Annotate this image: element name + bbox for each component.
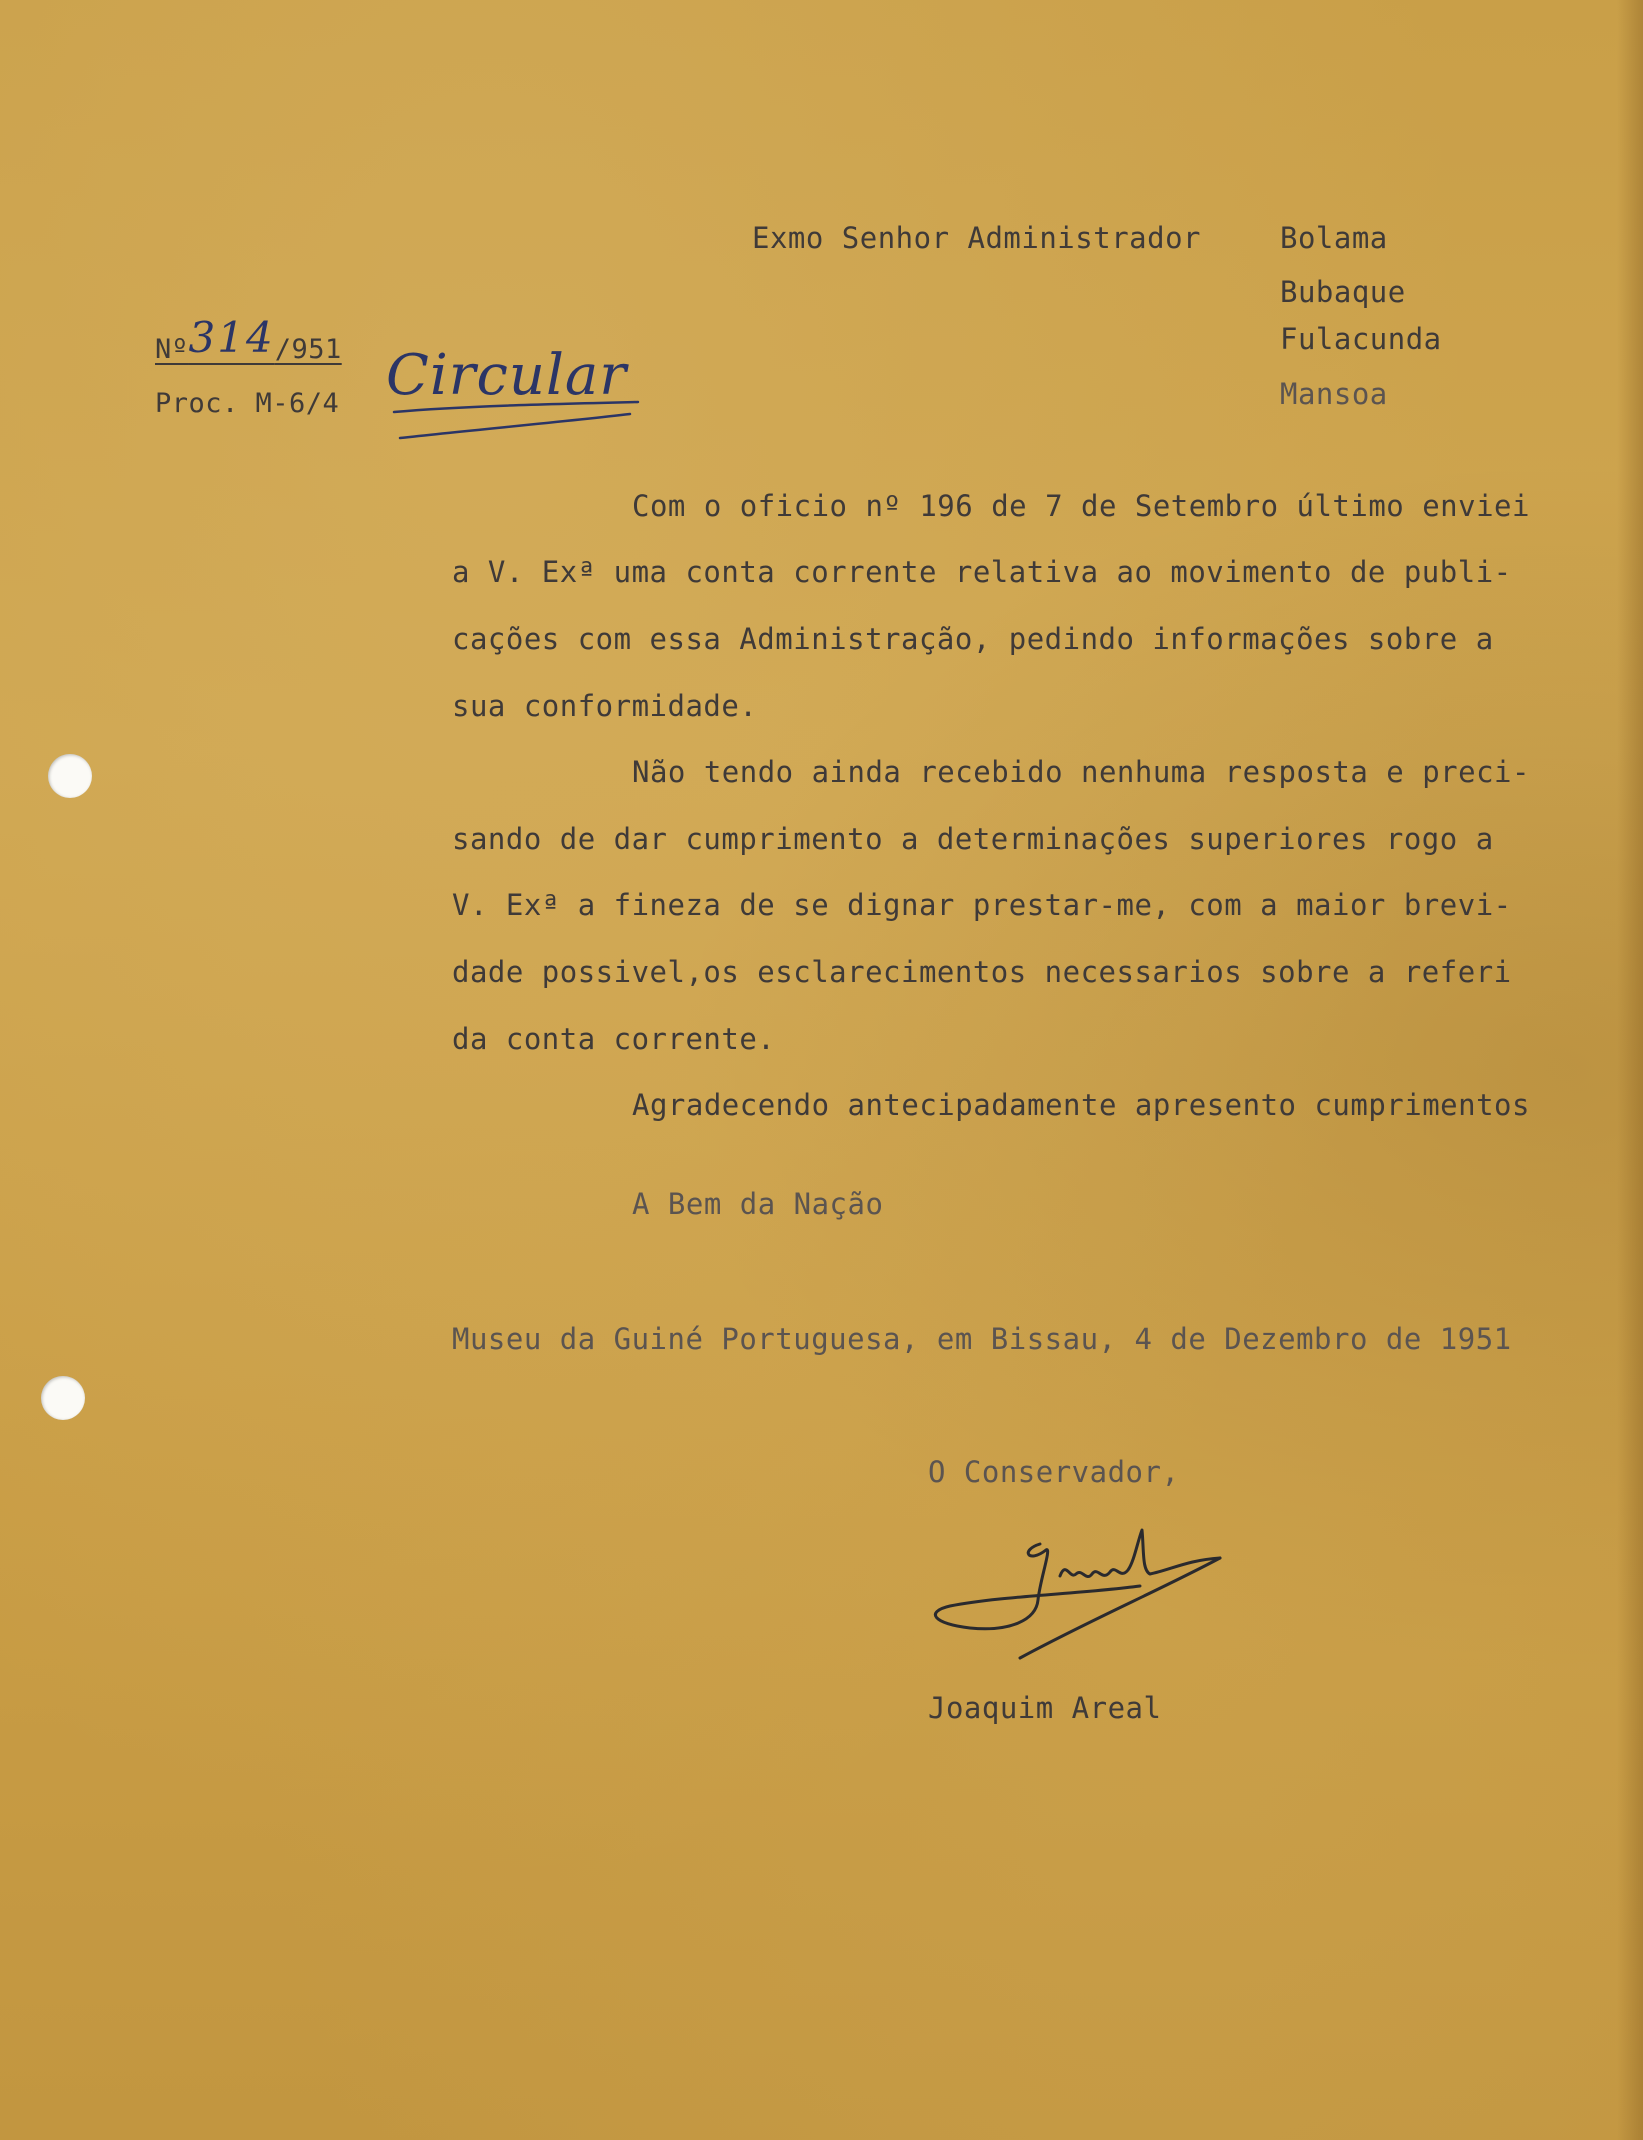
page-edge-shadow — [1617, 0, 1643, 2140]
body-line-10: Agradecendo antecipadamente apresento cumprimentos — [632, 1088, 1530, 1122]
addressee-place-fulacunda: Fulacunda — [1280, 322, 1442, 356]
punch-hole-upper — [48, 754, 92, 798]
addressee-place-bubaque: Bubaque — [1280, 275, 1406, 309]
closing-motto: A Bem da Nação — [632, 1187, 884, 1221]
reference-process: Proc. M-6/4 — [155, 388, 340, 419]
body-line-4: sua conformidade. — [452, 689, 758, 723]
addressee-place-bolama: Bolama — [1280, 221, 1388, 255]
reference-number-handwritten: 314 — [188, 313, 275, 362]
closing-place-date: Museu da Guiné Portuguesa, em Bissau, 4 de Dezembro de 1951 — [452, 1322, 1512, 1356]
closing-title: O Conservador, — [928, 1455, 1180, 1489]
addressee-place-mansoa: Mansoa — [1280, 377, 1388, 411]
body-line-8: dade possivel,os esclarecimentos necessarios sobre a referi — [452, 955, 1512, 989]
addressee-salutation: Exmo Senhor Administrador — [752, 221, 1201, 255]
reference-number-prefix: Nº — [155, 334, 189, 365]
closing-signatory: Joaquim Areal — [928, 1691, 1162, 1725]
body-line-6: sando de dar cumprimento a determinações superiores rogo a — [452, 822, 1494, 856]
body-line-3: cações com essa Administração, pedindo informações sobre a — [452, 622, 1494, 656]
signature — [920, 1520, 1260, 1670]
reference-number — [155, 313, 342, 365]
circular-handwritten: Circular — [386, 343, 628, 408]
body-line-2: a V. Exª uma conta corrente relativa ao movimento de publi- — [452, 555, 1512, 589]
body-line-1: Com o oficio nº 196 de 7 de Setembro último enviei — [632, 489, 1530, 523]
body-line-5: Não tendo ainda recebido nenhuma resposta e preci- — [632, 755, 1530, 789]
reference-number-year: /951 — [274, 334, 342, 365]
body-line-9: da conta corrente. — [452, 1022, 776, 1056]
circular-underline — [392, 398, 652, 448]
punch-hole-lower — [41, 1376, 85, 1420]
body-line-7: V. Exª a fineza de se dignar prestar-me, com a maior brevi- — [452, 888, 1512, 922]
